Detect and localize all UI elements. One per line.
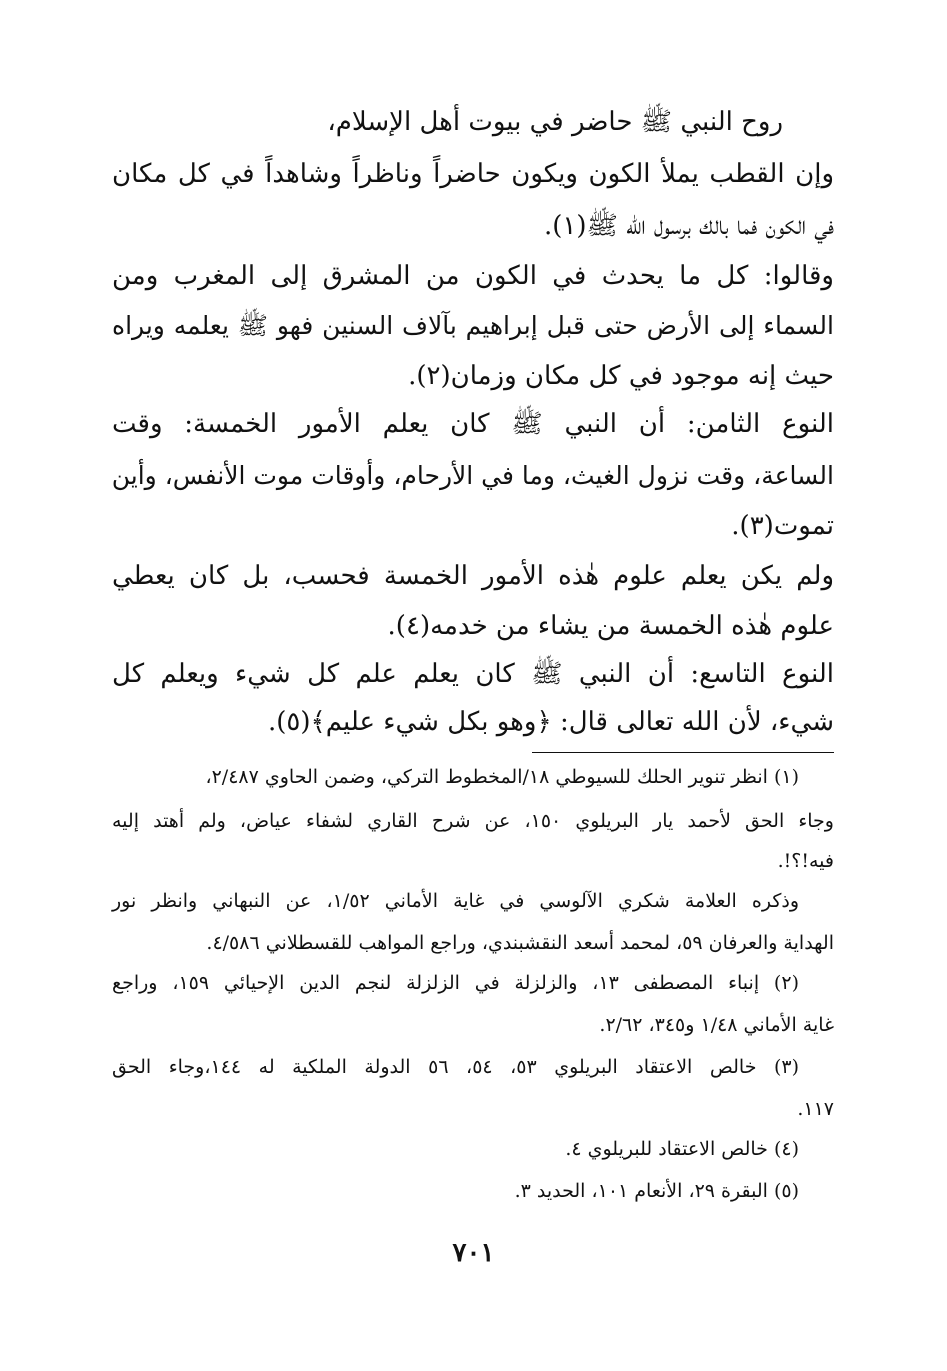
body-line-6: حيث إنه موجود في كل مكان وزمان(٢). <box>408 361 834 391</box>
footnote-line-11: (٥) البقرة ٢٩، الأنعام ١٠١، الحديد ٣. <box>514 1180 799 1202</box>
footnote-line-2: وجاء الحق لأحمد يار البريلوي ١٥٠، عن شرح القاري لشفاء عياض، ولم أهتد إليه <box>112 810 834 832</box>
footnote-line-1: (١) انظر تنوير الحلك للسيوطي ١٨/المخطوط التركي، وضمن الحاوي ٢/٤٨٧، <box>205 766 799 788</box>
footnote-line-5: الهداية والعرفان ٥٩، لمحمد أسعد النقشبندي، وراجع المواهب للقسطلاني ٤/٥٨٦. <box>206 932 834 954</box>
body-line-1: روح النبي ﷺ حاضر في بيوت أهل الإسلام، <box>327 107 783 137</box>
footnote-line-10: (٤) خالص الاعتقاد للبريلوي ٤. <box>565 1138 799 1160</box>
body-line-12: النوع التاسع: أن النبي ﷺ كان يعلم علم كل شيء ويعلم كل <box>112 659 834 689</box>
body-line-8: الساعة، وقت نزول الغيث، وما في الأرحام، وأوقات موت الأنفس، وأين <box>111 461 834 490</box>
body-line-7: النوع الثامن: أن النبي ﷺ كان يعلم الأمور الخمسة: وقت <box>112 409 834 439</box>
footnote-line-6: (٢) إنباء المصطفى ١٣، والزلزلة في الزلزلة لنجم الدين الإحيائي ١٥٩، وراجع <box>112 972 799 994</box>
body-line-10: ولم يكن يعلم علوم هٰذه الأمور الخمسة فحسب، بل كان يعطي <box>112 561 834 591</box>
body-line-4: وقالوا: كل ما يحدث في الكون من المشرق إلى المغرب ومن <box>112 261 834 291</box>
footnote-line-9: ١١٧. <box>797 1098 834 1120</box>
body-line-5: السماء إلى الأرض حتى قبل إبراهيم بآلاف السنين فهو ﷺ يعلمه ويراه <box>112 311 834 340</box>
body-line-3: في الكون فما بالك برسول الله ﷺ(١). <box>543 211 834 241</box>
footnote-line-8: (٣) خالص الاعتقاد البريلوي ٥٣، ٥٤، ٥٦ الدولة الملكية له ١٤٤،وجاء الحق <box>112 1056 800 1078</box>
page-number: ٧٠١ <box>452 1238 495 1268</box>
footnote-line-3: فيه!؟!. <box>777 850 834 872</box>
footnote-line-7: غاية الأماني ١/٤٨ و٣٤٥، ٢/٦٢. <box>599 1014 834 1036</box>
footnote-line-4: وذكره العلامة شكري الآلوسي في غاية الأماني ١/٥٢، عن النبهاني وانظر نور <box>112 890 799 912</box>
body-line-2: وإن القطب يملأ الكون ويكون حاضراً وناظراً وشاهداً في كل مكان <box>112 159 834 189</box>
body-line-13: شيء، لأن الله تعالى قال: ﴿وهو بكل شيء عليم﴾(٥). <box>267 707 834 737</box>
body-line-9: تموت(٣). <box>731 511 834 541</box>
body-line-11: علوم هٰذه الخمسة من يشاء من خدمه(٤). <box>387 611 834 641</box>
footnote-separator <box>532 752 834 753</box>
